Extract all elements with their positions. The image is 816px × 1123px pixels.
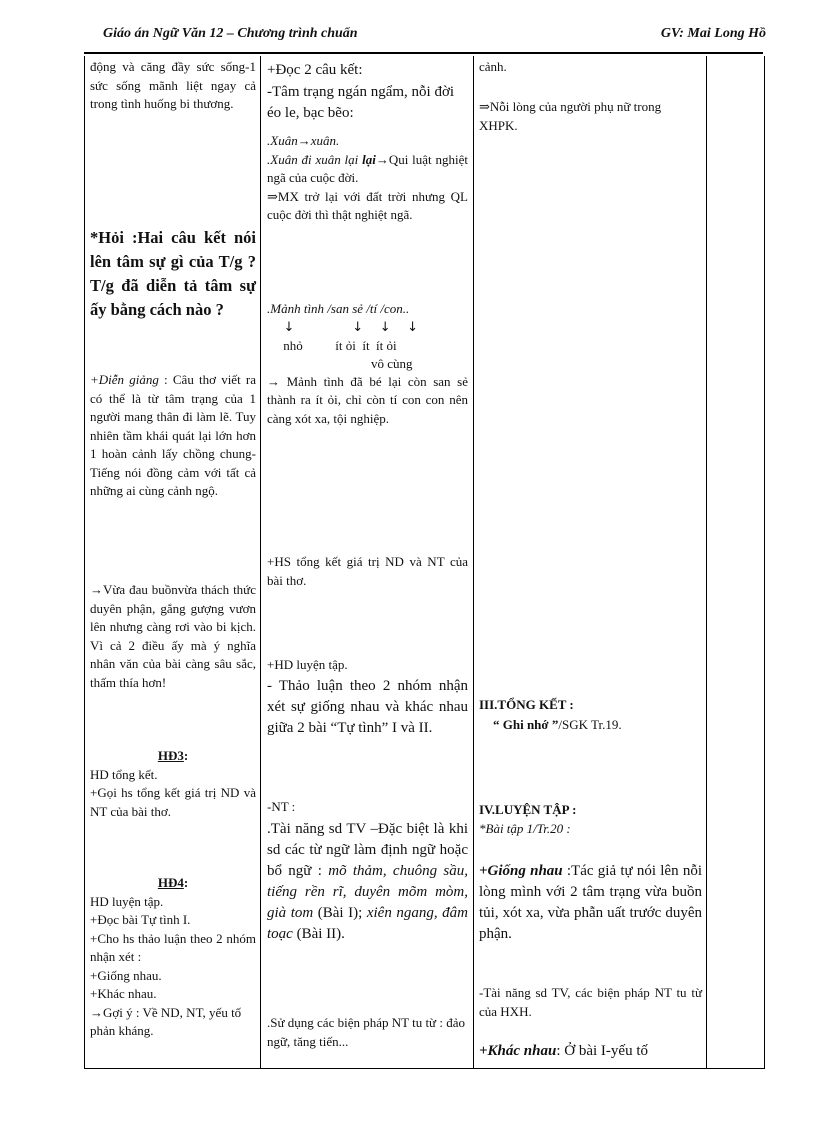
hd3-heading: HĐ3	[157, 748, 184, 763]
similar-text: :Tác giả tự nói lên nỗi lòng mình với 2 tâm trạng vừa buồn tủi, xót xa, vừa phẫn uất trước duyên phận.	[479, 863, 702, 942]
manh-tinh-explain: → Mảnh tình đã bé lại còn san sẻ thành ra ít ỏi, chỉ còn tí con con nên càng xót xa, tội nghiệp.	[267, 373, 468, 426]
col3-exercise: *Bài tập 1/Tr.20 :	[479, 821, 571, 836]
column-notes	[707, 56, 764, 1068]
col3-different	[479, 1041, 702, 1062]
different-text: : Ở bài I-yếu tố	[556, 1043, 648, 1059]
header-rule	[84, 52, 763, 54]
column-content	[474, 56, 707, 1068]
lesson-table	[84, 56, 765, 1069]
col2-read: +Đọc 2 câu kết:	[267, 62, 363, 78]
hd4-line5: +Khác nhau.	[90, 986, 157, 1001]
col3-similar-2: -Tài năng sd TV, các biện pháp NT tu từ của HXH.	[479, 985, 702, 1019]
col3-summary-heading: III.TỔNG KẾT :	[479, 697, 574, 712]
col1-hd3	[90, 747, 256, 821]
col2-summary: +HS tổng kết giá trị ND và NT của bài thơ.	[267, 554, 468, 588]
col2-practice: +HD luyện tập.	[267, 657, 348, 672]
col2-mood: -Tâm trạng ngán ngẩm, nỗi đời éo le, bạc bẽo:	[267, 84, 455, 121]
different-label: +Khác nhau	[479, 1043, 557, 1059]
spring-line2c: →Qui luật nghiệt ngã của cuộc đời.	[267, 151, 468, 185]
col2-talent	[267, 819, 468, 945]
spring-line3: ⇒MX trở lại với đất trời nhưng QL cuộc đời thì thật nghiệt ngã.	[267, 188, 468, 222]
hd4-line6: →Gợi ý : Về ND, NT, yếu tố phản kháng.	[90, 1004, 242, 1038]
col2-nt-label: -NT :	[267, 799, 296, 814]
ghi-nho-ref: /SGK Tr.19.	[558, 717, 622, 732]
talent-text1: .Tài năng sd TV –Đặc biệt là khi sd các từ ngữ làm định ngữ hoặc bổ ngữ :	[267, 821, 468, 879]
hd3-line2: +Gọi hs tổng kết giá trị ND và NT của bài thơ.	[90, 785, 256, 819]
manh-tinh-meanings: nhỏ ít ỏi ít ít ỏi	[267, 337, 397, 353]
hd4-line2: +Đọc bài Tự tình I.	[90, 912, 191, 927]
hd4-colon: :	[183, 875, 189, 890]
spring-line1: .Xuân→xuân.	[267, 133, 340, 148]
talent-words2: xiên ngang, đâm toạc	[267, 905, 468, 942]
header-title: Giáo án Ngữ Văn 12 – Chương trình chuẩn	[103, 26, 358, 41]
col1-intro: động và căng đầy sức sống-1 sức sống mãnh liệt ngay cả trong tình huống bi thương.	[90, 59, 256, 111]
col2-devices: .Sử dụng các biện pháp NT tu từ : đảo ngữ, tăng tiến...	[267, 1015, 465, 1049]
similar-label: +Giống nhau	[479, 863, 563, 879]
col1-conclusion: →Vừa đau buồnvừa thách thức duyên phận, gắng gượng vươn lên nhưng càng rơi vào bi kịch. Vì cả 2 điều ấy mà ý nghĩa nhân văn của bài càng sâu sắc, thấm thía hơn!	[90, 582, 256, 690]
manh-tinh-arrows: ↓ ↓ ↓ ↓	[267, 319, 419, 335]
col3-summary-note	[479, 716, 702, 735]
hd3-colon: :	[183, 748, 189, 763]
column-student-activity	[261, 56, 474, 1068]
col1-hd4	[90, 874, 256, 1041]
spring-line2a: .Xuân đi xuân lại	[267, 151, 363, 167]
hd4-heading: HĐ4	[157, 875, 184, 890]
col1-question: *Hỏi :Hai câu kết nói lên tâm sự gì của T/g ?T/g đã diễn tả tâm sự ấy bằng cách nào ?	[90, 228, 256, 319]
manh-tinh-phrase: .Mảnh tình /san sẻ /tí /con..	[267, 301, 410, 316]
header-teacher: GV: Mai Long Hồ	[660, 26, 766, 41]
hd4-line3: +Cho hs thảo luận theo 2 nhóm nhận xét :	[90, 930, 256, 964]
talent-text2: (Bài I);	[313, 905, 367, 921]
col1-lecture	[90, 371, 256, 501]
talent-text3: (Bài II).	[292, 926, 345, 942]
talent-words1: mõ thảm, chuông sầu, tiếng rền rĩ, duyên mõm mòm, già tom	[267, 863, 468, 921]
col2-manh-tinh	[267, 300, 468, 428]
spring-line2b: lại	[362, 151, 376, 167]
hd3-line1: HD tổng kết.	[90, 766, 158, 782]
col3-similar	[479, 861, 702, 945]
hd4-line1: HD luyện tập.	[90, 893, 164, 909]
manh-tinh-meanings-2: vô cùng	[267, 355, 413, 371]
column-teacher-activity	[85, 56, 261, 1068]
lecture-label: +Diễn giảng	[90, 372, 159, 387]
col3-conclusion: ⇒Nỗi lòng của người phụ nữ trong XHPK.	[479, 99, 662, 133]
hd4-line4: +Giống nhau.	[90, 967, 162, 983]
lecture-text: : Câu thơ viết ra có thể là từ tâm trạng của 1 người mang thân đi làm lẽ. Tuy nhiên tầm khái quát lại lớn hơn 1 hoàn cảnh lấy chồng chung- Tiếng nói đồng cảm với tất cả những ai cùng cảnh ngộ.	[90, 372, 256, 498]
col2-spring	[267, 132, 468, 225]
col3-scene: cảnh.	[479, 59, 507, 74]
col2-discussion: - Thảo luận theo 2 nhóm nhận xét sự giống nhau và khác nhau giữa 2 bài “Tự tình” I và II.	[267, 678, 468, 736]
ghi-nho: “ Ghi nhớ ”	[493, 717, 559, 732]
col3-practice-heading: IV.LUYỆN TẬP :	[479, 802, 577, 817]
